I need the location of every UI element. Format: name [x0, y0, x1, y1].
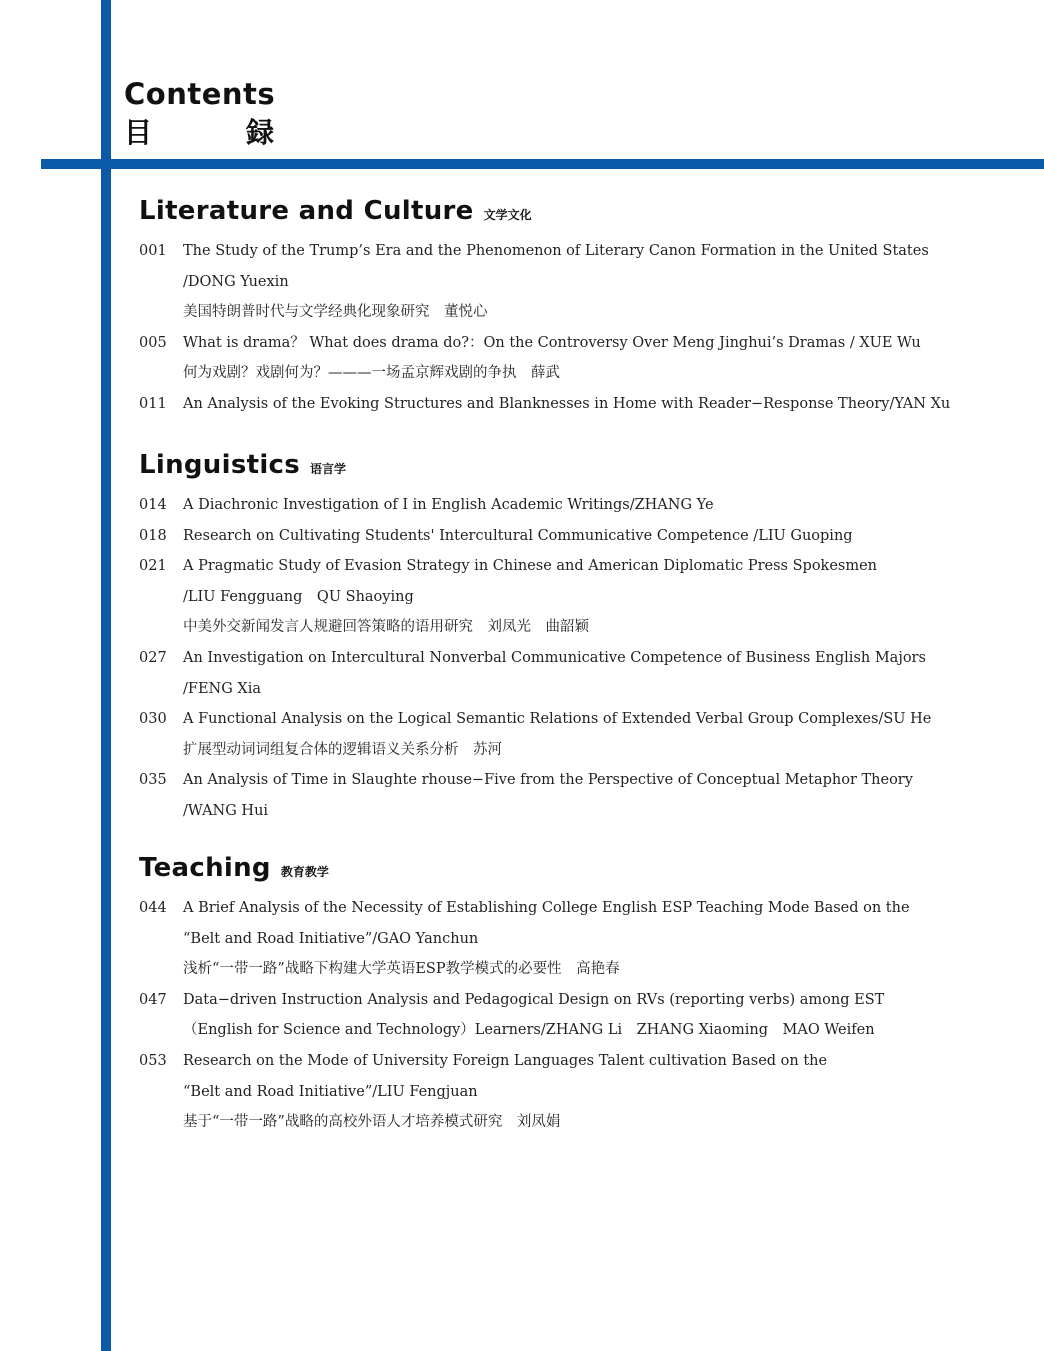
- page-number: 044: [139, 900, 167, 916]
- entry-line: 扩展型动词词组复合体的逻辑语义关系分析 苏河: [183, 741, 502, 758]
- entry-text: [183, 521, 999, 552]
- entry-line: 中美外交新闻发言人规避回答策略的语用研究 刘凤光 曲韶颖: [183, 619, 589, 636]
- toc-entry[interactable]: [139, 893, 999, 985]
- entry-text: [183, 236, 999, 328]
- section-title-en: Literature and Culture: [139, 196, 474, 226]
- entry-line: 浅析“一带一路”战略下构建大学英语ESP教学模式的必要性 高艳春: [183, 961, 620, 978]
- entry-line: A Diachronic Investigation of I in English Academic Writings/ZHANG Ye: [183, 497, 714, 513]
- entry-line: An Analysis of the Evoking Structures and Blanknesses in Home with Reader−Response Theory/YAN Xu: [183, 395, 951, 412]
- entry-line: 美国特朗普时代与文学经典化现象研究 董悦心: [183, 304, 488, 321]
- left-vertical-rule: [101, 0, 111, 1351]
- toc-entry[interactable]: [139, 236, 999, 328]
- toc-entry[interactable]: [139, 704, 999, 765]
- entry-line: （English for Science and Technology）Learners/ZHANG Li ZHANG Xiaoming MAO Weifen: [183, 1022, 875, 1039]
- page-number: 030: [139, 711, 167, 728]
- entry-text: [183, 551, 999, 643]
- entry-text: [183, 643, 999, 704]
- entry-text: [183, 704, 999, 765]
- entry-line: A Pragmatic Study of Evasion Strategy in Chinese and American Diplomatic Press Spokesmen: [183, 558, 878, 575]
- section-literature-and-culture: [139, 196, 999, 420]
- page-number: 014: [139, 497, 167, 513]
- header-horizontal-rule: [41, 159, 1044, 169]
- page-number: 021: [139, 558, 167, 575]
- entry-line: /WANG Hui: [183, 802, 269, 819]
- toc-entry[interactable]: [139, 389, 999, 420]
- toc-entry[interactable]: [139, 985, 999, 1046]
- entry-line: A Functional Analysis on the Logical Semantic Relations of Extended Verbal Group Complexes/SU He: [183, 711, 932, 728]
- entry-line: An Analysis of Time in Slaughte rhouse−Five from the Perspective of Conceptual Metaphor Theory: [183, 772, 913, 789]
- entry-text: [183, 490, 999, 521]
- entry-line: 何为戏剧？戏剧何为？———一场孟京辉戏剧的争执 薛武: [183, 365, 560, 382]
- entry-line: The Study of the Trump’s Era and the Phenomenon of Literary Canon Formation in the United States: [183, 243, 929, 259]
- page-number: 011: [139, 395, 167, 412]
- page-number: 005: [139, 334, 167, 351]
- toc-entry[interactable]: [139, 1046, 999, 1138]
- entry-line: 基于“一带一路”战略的高校外语人才培养模式研究 刘凤娟: [183, 1114, 561, 1131]
- page-number: 018: [139, 527, 167, 544]
- entry-text: [183, 328, 999, 389]
- section-title-zh: 教育教学: [280, 865, 329, 879]
- entry-line: Data−driven Instruction Analysis and Pedagogical Design on RVs (reporting verbs) among EST: [183, 991, 885, 1008]
- contents-heading: Contents: [124, 77, 276, 111]
- entry-text: [183, 893, 999, 985]
- entry-line: Research on Cultivating Students' Intercultural Communicative Competence /LIU Guoping: [183, 527, 853, 544]
- entry-line: /FENG Xia: [183, 680, 262, 697]
- page-number: 053: [139, 1052, 167, 1069]
- contents-heading-zh-left: 目: [124, 116, 153, 149]
- toc-entry[interactable]: [139, 490, 999, 521]
- entry-text: [183, 389, 999, 420]
- toc-entry[interactable]: [139, 521, 999, 552]
- entry-line: Research on the Mode of University Foreign Languages Talent cultivation Based on the: [183, 1052, 828, 1069]
- entry-line: “Belt and Road Initiative”/GAO Yanchun: [183, 930, 479, 947]
- entry-line: An Investigation on Intercultural Nonverbal Communicative Competence of Business English Majors: [183, 649, 926, 666]
- contents-heading-zh: [124, 115, 274, 151]
- section-title-zh: 文学文化: [483, 208, 532, 222]
- toc-entry[interactable]: [139, 551, 999, 643]
- entry-line: /DONG Yuexin: [183, 273, 289, 290]
- page-number: 027: [139, 649, 167, 666]
- entry-text: [183, 1046, 999, 1138]
- entry-line: What is drama？ What does drama do?：On the Controversy Over Meng Jinghui’s Dramas / XUE Wu: [183, 334, 921, 351]
- page-number: 035: [139, 772, 167, 789]
- entry-text: [183, 985, 999, 1046]
- page-number: 047: [139, 991, 167, 1008]
- section-title-zh: 语言学: [310, 462, 347, 476]
- section-title: [139, 196, 999, 236]
- contents-heading-zh-right: 録: [245, 116, 274, 149]
- section-teaching: [139, 853, 999, 1138]
- section-title: [139, 450, 999, 490]
- entry-text: [183, 765, 999, 826]
- section-title: [139, 853, 999, 893]
- section-title-en: Teaching: [139, 853, 271, 883]
- toc-entry[interactable]: [139, 643, 999, 704]
- entry-line: A Brief Analysis of the Necessity of Establishing College English ESP Teaching Mode Based on the: [183, 900, 910, 916]
- section-linguistics: [139, 450, 999, 827]
- toc-entry[interactable]: [139, 328, 999, 389]
- section-title-en: Linguistics: [139, 450, 301, 480]
- entry-line: “Belt and Road Initiative”/LIU Fengjuan: [183, 1083, 478, 1100]
- toc-entry[interactable]: [139, 765, 999, 826]
- page-number: 001: [139, 243, 167, 259]
- entry-line: /LIU Fengguang QU Shaoying: [183, 588, 414, 605]
